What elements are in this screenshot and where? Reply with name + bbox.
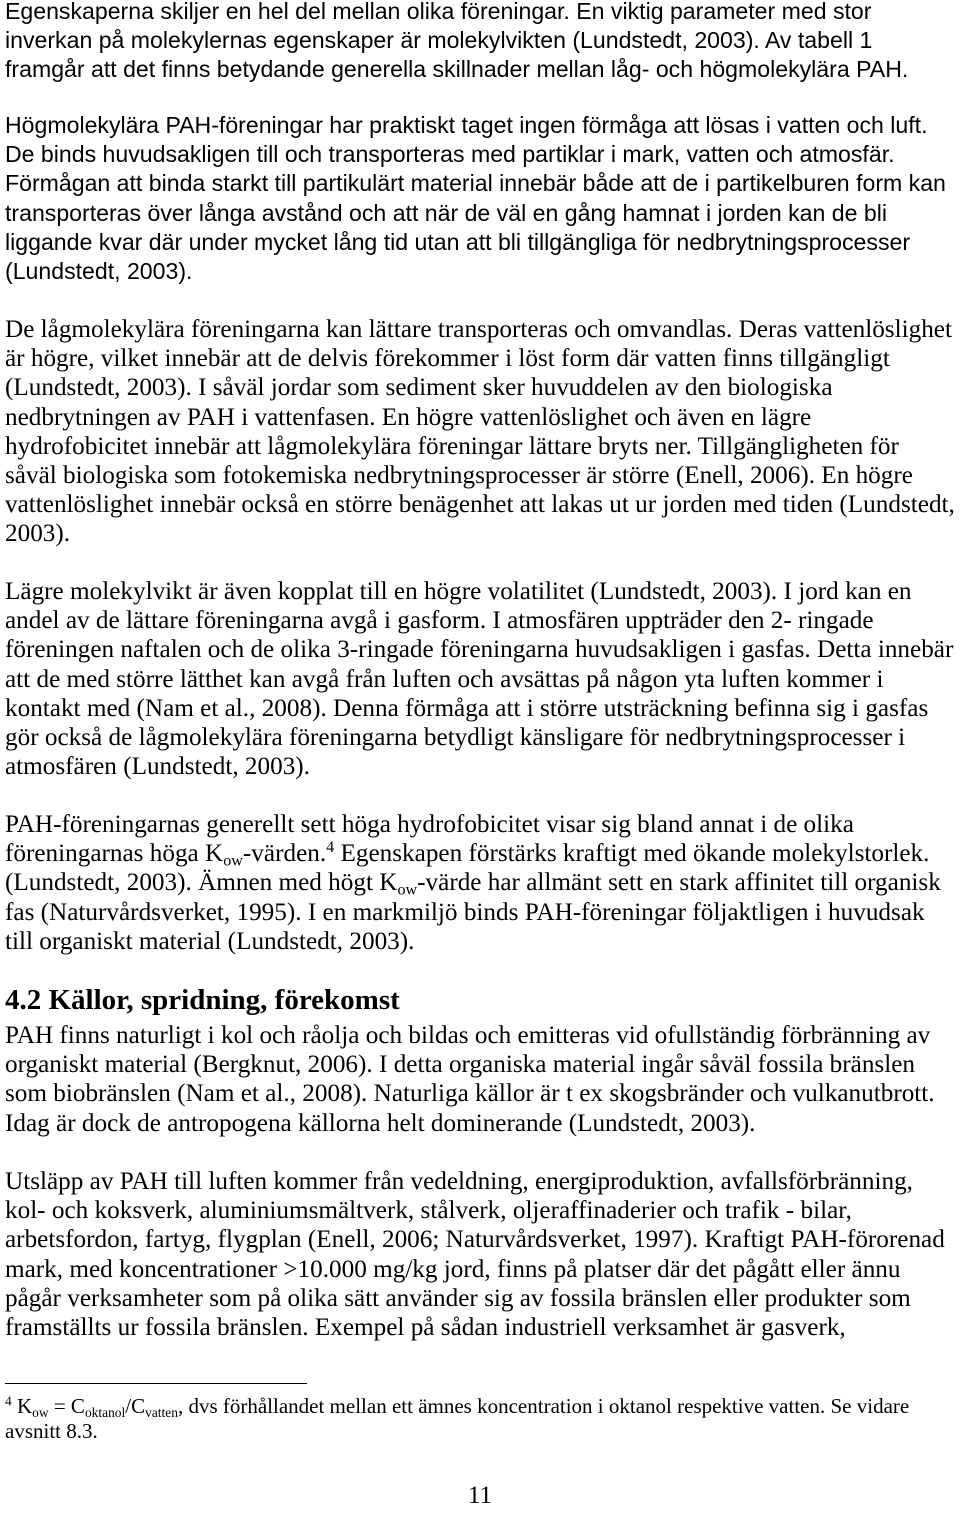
page-number: 11 [467,1482,493,1509]
text-line: nedbrytningen av PAH i vattenfasen. En högre vattenlöslighet och även en lägre [5,403,812,431]
text-line: framställts ur fossila bränslen. Exempel på sådan industriell verksamhet är gasverk, [5,1314,846,1342]
text-line: organiskt material (Bergknut, 2006). I detta organiska material ingår såväl fossila bränslen [5,1051,915,1079]
text-line: (Lundstedt, 2003). I såväl jordar som sediment sker huvuddelen av den biologiska [5,374,833,402]
text-line: mark, med koncentrationer >10.000 mg/kg jord, finns på platser där det pågått eller ännu [5,1255,901,1283]
paragraph [5,810,941,956]
text-line [5,868,941,897]
text-line: pågår verksamheter som på olika sätt använder sig av fossila bränslen eller produkter som [5,1284,911,1312]
footnote-reference: 4 [326,839,335,857]
text-line: att de med större lätthet kan avgå från luften och avsättas på någon yta luften kommer i [5,665,884,693]
text-line: (Lundstedt, 2003). [5,258,193,285]
text-line: 2003). [5,520,71,548]
text-line: Förmågan att binda starkt till partikulärt material innebär både att de i partikelburen form kan [5,170,946,197]
text-line: kol- och koksverk, aluminiumsmältverk, stålverk, oljeraffinaderier och trafik - bilar, [5,1197,852,1225]
kow-subscript: ow [223,852,243,870]
kow-subscript: ow [397,881,418,899]
text-line: som biobränslen (Nam et al., 2008). Naturliga källor är t ex skogsbränder och vulkanutbrott. [5,1080,935,1108]
paragraph [5,111,946,286]
footnote [5,1394,909,1444]
text-segment: föreningarnas höga K [5,840,224,868]
text-segment: K [11,1394,33,1418]
footnote-separator [5,1383,307,1384]
text-line: arbetsfordon, fartyg, flygplan (Enell, 2006; Naturvårdsverket, 1997). Kraftigt PAH-förorenad [5,1226,945,1254]
footnote-marker: 4 [5,1393,12,1409]
text-line: Egenskaperna skiljer en hel del mellan olika föreningar. En viktig parameter med stor [5,0,872,24]
text-segment: -värden. [242,840,327,868]
text-segment: /C [125,1394,146,1418]
paragraph [5,0,908,85]
footnote-line [5,1394,909,1419]
text-line: Utsläpp av PAH till luften kommer från vedeldning, energiproduktion, avfallsförbränning, [5,1168,913,1195]
text-line: fas (Naturvårdsverket, 1995). I en markmiljö binds PAH-föreningar följaktligen i huvudsak [5,898,925,926]
text-line: föreningen naftalen och de olika 3-ringade föreningarna huvudsakligen i gasfas. Detta innebär [5,636,954,664]
text-line: transporteras över långa avstånd och att när de väl en gång hamnat i jorden kan de bli [5,199,887,226]
vatten-subscript: vatten [145,1404,178,1420]
text-segment: = C [48,1394,85,1418]
text-line: kontakt med (Nam et al., 2008). Denna förmåga att i större utsträckning befinna sig i gasfas [5,694,929,722]
text-line [5,839,941,868]
text-segment: , dvs förhållandet mellan ett ämnes koncentration i oktanol respektive vatten. Se vidare [177,1394,910,1418]
text-line: PAH finns naturligt i kol och råolja och bildas och emitteras vid ofullständig förbränning av [5,1022,931,1049]
text-line: till organiskt material (Lundstedt, 2003). [5,927,415,955]
paragraph [5,1167,945,1342]
text-segment: Egenskapen förstärks kraftigt med ökande molekylstorlek. [334,840,930,868]
text-line: liggande kvar där under mycket lång tid utan att bli tillgängliga för nedbrytningsprocesser [5,228,911,255]
text-line: atmosfären (Lundstedt, 2003). [5,753,310,781]
text-line: framgår att det finns betydande generella skillnader mellan låg- och högmolekylära PAH. [5,56,909,83]
paragraph [5,315,955,549]
paragraph [5,1021,935,1138]
text-line: vattenlöslighet innebär också en större benägenhet att lakas ut ur jorden med tiden (Lundstedt, [5,491,955,519]
kow-subscript: ow [32,1404,49,1420]
paragraph [5,577,953,781]
text-line: Idag är dock de antropogena källorna helt dominerande (Lundstedt, 2003). [5,1109,756,1137]
text-line: Högmolekylära PAH-föreningar har praktiskt taget ingen förmåga att lösas i vatten och luft. [5,112,928,138]
text-line: såväl biologiska som fotokemiska nedbrytningsprocesser är större (Enell, 2006). En högre [5,462,913,490]
text-line: hydrofobicitet innebär att lågmolekylära föreningar lättare bryts ner. Tillgängligheten för [5,432,899,460]
text-line: inverkan på molekylernas egenskaper är molekylvikten (Lundstedt, 2003). Av tabell 1 [5,27,873,54]
text-line: PAH-föreningarnas generellt sett höga hydrofobicitet visar sig bland annat i de olika [5,811,854,838]
text-line: De binds huvudsakligen till och transporteras med partiklar i mark, vatten och atmosfär. [5,141,895,168]
text-line: är högre, vilket innebär att de delvis förekommer i löst form där vatten finns tillgängligt [5,345,890,373]
text-line: De lågmolekylära föreningarna kan lättare transporteras och omvandlas. Deras vattenlöslighet [5,316,952,343]
text-segment: (Lundstedt, 2003). Ämnen med högt K [5,869,398,897]
text-line: Lägre molekylvikt är även kopplat till en högre volatilitet (Lundstedt, 2003). I jord kan en [5,578,912,605]
text-line: andel av de lättare föreningarna avgå i gasform. I atmosfären uppträder den 2- ringade [5,607,874,635]
oktanol-subscript: oktanol [84,1404,126,1420]
footnote-line: avsnitt 8.3. [5,1419,98,1443]
text-line: gör också de lågmolekylära föreningarna betydligt känsligare för nedbrytningsprocesser i [5,724,906,752]
text-segment: -värde har allmänt sett en stark affinitet till organisk [417,869,941,897]
section-heading: 4.2 Källor, spridning, förekomst [5,984,400,1016]
